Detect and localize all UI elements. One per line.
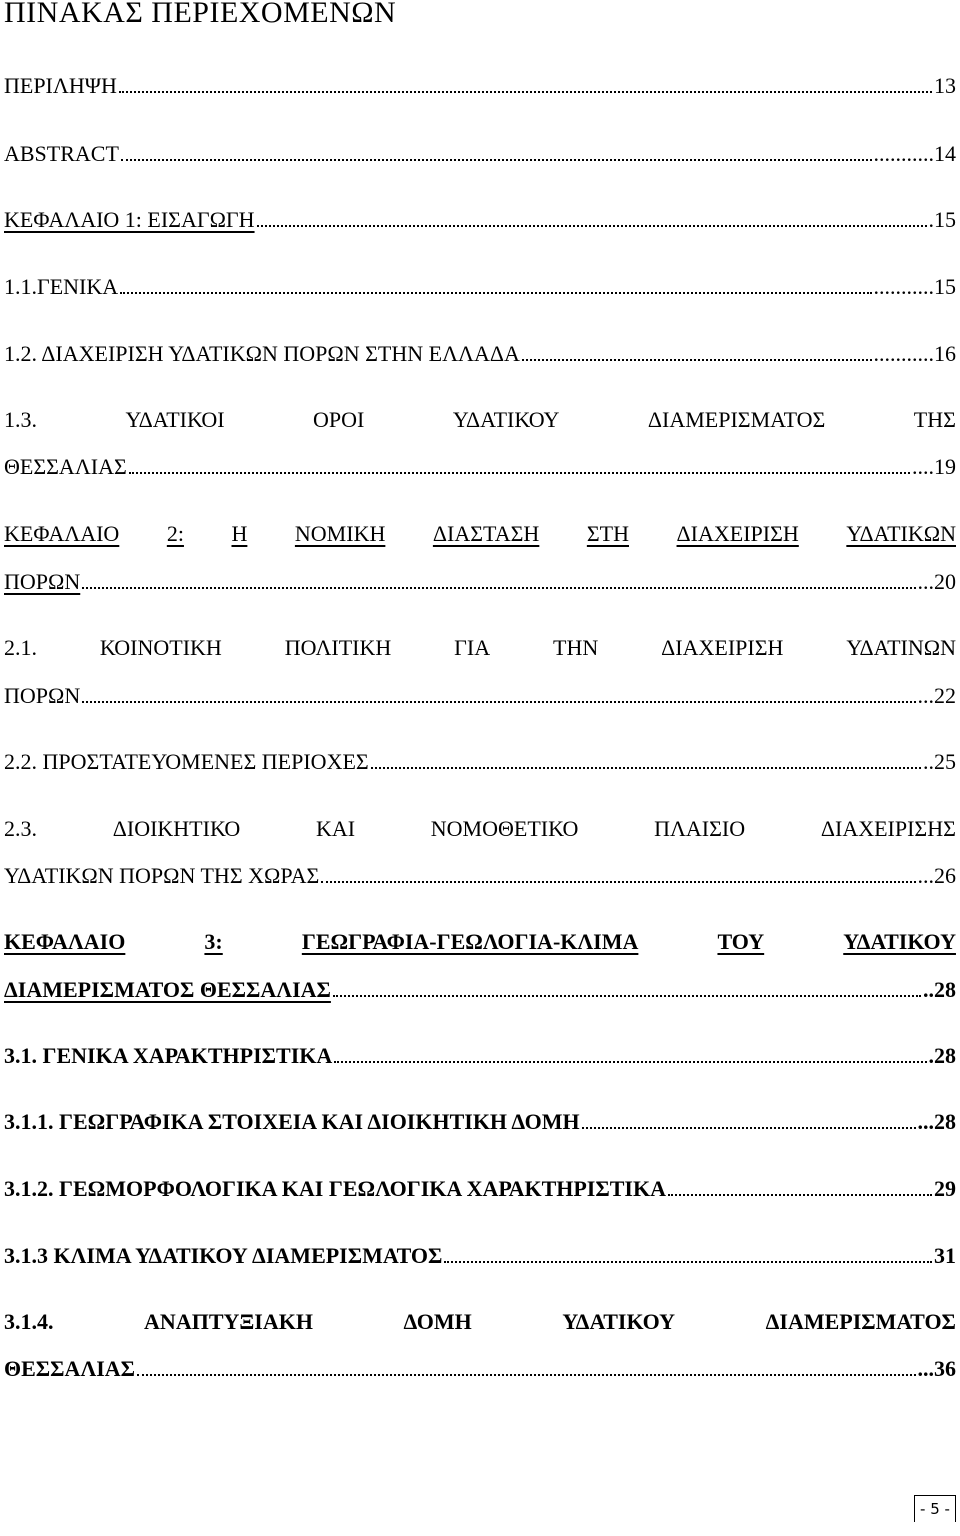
dot-leader (522, 359, 872, 361)
toc-entry[interactable] (4, 273, 956, 301)
toc-word: ΚΟΙΝΟΤΙΚΗ (99, 635, 222, 660)
toc-entry[interactable] (4, 1042, 956, 1070)
toc-entry[interactable] (4, 748, 956, 776)
dot-leader (371, 767, 921, 769)
toc-word: ΔΙΑΧΕΙΡΙΣΗ (676, 521, 799, 546)
toc-word: ΔΙΑΧΕΙΡΙΣΗ (661, 635, 784, 660)
dot-leader (582, 1127, 916, 1129)
toc-entry-page: ..28 (923, 977, 956, 1002)
toc-word: ΓΕΩΓΡΑΦΙΑ-ΓΕΩΛΟΓΙΑ-ΚΛΙΜΑ (301, 929, 639, 954)
toc-word: ΔΙΑΧΕΙΡΙΣΗΣ (820, 816, 956, 841)
toc-word: ΥΔΑΤΙΚΩΝ (846, 521, 956, 546)
dot-leader (121, 159, 872, 161)
toc-word: ΥΔΑΤΙΚΟΙ (125, 407, 225, 432)
dot-leader (119, 91, 932, 93)
toc-word: 2: (166, 521, 184, 546)
toc-entry[interactable] (4, 453, 956, 481)
toc-word: ΠΛΑΙΣΙΟ (654, 816, 746, 841)
toc-word: ΥΔΑΤΙΚΟΥ (562, 1309, 676, 1334)
toc-entry-page: .28 (928, 1043, 956, 1068)
page-number: - 5 - (914, 1495, 956, 1522)
toc-word: 3: (204, 929, 223, 954)
toc-entry[interactable] (4, 568, 956, 596)
toc-entry-label: 3.1.2. ΓΕΩΜΟΡΦΟΛΟΓΙΚΑ ΚΑΙ ΓΕΩΛΟΓΙΚΑ ΧΑΡΑΚΤΗΡΙΣΤΙΚΑ (4, 1176, 666, 1201)
toc-entry[interactable] (4, 1108, 956, 1136)
toc-entry-page: ...........14 (873, 141, 956, 166)
toc-entry-page: ...20 (917, 569, 956, 594)
toc-entry-page: 29 (934, 1176, 956, 1201)
toc-word: ΥΔΑΤΙΝΩΝ (846, 635, 956, 660)
toc-entry-line[interactable] (4, 406, 956, 434)
toc-word: ΝΟΜΟΘΕΤΙΚΟ (430, 816, 579, 841)
toc-entry[interactable] (4, 340, 956, 368)
dot-leader (333, 995, 921, 997)
dot-leader (82, 701, 915, 703)
toc-entry-label: ΔΙΑΜΕΡΙΣΜΑΤΟΣ ΘΕΣΣΑΛΙΑΣ (4, 977, 331, 1002)
toc-entry[interactable] (4, 682, 956, 710)
dot-leader (257, 225, 927, 227)
toc-word: 1.3. (4, 407, 37, 432)
dot-leader (668, 1194, 932, 1196)
toc-entry-line[interactable] (4, 928, 956, 956)
toc-word: ΔΙΟΙΚΗΤΙΚΟ (112, 816, 241, 841)
toc-entry-label: 1.2. ΔΙΑΧΕΙΡΙΣΗ ΥΔΑΤΙΚΩΝ ΠΟΡΩΝ ΣΤΗΝ ΕΛΛΑΔΑ (4, 341, 520, 366)
toc-entry-line[interactable] (4, 815, 956, 843)
toc-entry-label: ABSTRACT (4, 141, 119, 166)
toc-entry-page: 13 (934, 73, 956, 98)
toc-entry[interactable] (4, 1242, 956, 1270)
toc-word: ΤΟΥ (717, 929, 765, 954)
toc-entry-label: 3.1.1. ΓΕΩΓΡΑΦΙΚΑ ΣΤΟΙΧΕΙΑ ΚΑΙ ΔΙΟΙΚΗΤΙΚΗ ΔΟΜΗ (4, 1109, 580, 1134)
toc-word: ΚΑΙ (315, 816, 356, 841)
dot-leader (334, 1061, 926, 1063)
toc-entry-label: ΥΔΑΤΙΚΩΝ ΠΟΡΩΝ ΤΗΣ ΧΩΡΑΣ (4, 863, 320, 888)
toc-word: ΔΙΑΜΕΡΙΣΜΑΤΟΣ (765, 1309, 956, 1334)
toc-entry-page: 31 (934, 1243, 956, 1268)
toc-entry-page: ...22 (917, 683, 956, 708)
toc-word: 3.1.4. (4, 1309, 54, 1334)
toc-entry-page: ....19 (912, 454, 956, 479)
toc-entry-label: ΘΕΣΣΑΛΙΑΣ (4, 454, 127, 479)
dot-leader (444, 1261, 932, 1263)
toc-entry-line[interactable] (4, 634, 956, 662)
toc-word: Η (231, 521, 248, 546)
toc-entry[interactable] (4, 1355, 956, 1383)
toc-word: ΥΔΑΤΙΚΟΥ (843, 929, 956, 954)
dot-leader (120, 292, 871, 294)
toc-word: ΑΝΑΠΤΥΞΙΑΚΗ (144, 1309, 313, 1334)
dot-leader (321, 881, 915, 883)
toc-entry-line[interactable] (4, 1308, 956, 1336)
toc-word: ΟΡΟΙ (313, 407, 365, 432)
toc-entry-line[interactable] (4, 520, 956, 548)
toc-word: 2.1. (4, 635, 37, 660)
toc-entry-page: ...28 (917, 1109, 956, 1134)
toc-entry[interactable] (4, 72, 956, 100)
toc-entry-page: ...........15 (873, 274, 956, 299)
dot-leader (137, 1374, 915, 1376)
toc-entry-label: ΠΟΡΩΝ (4, 683, 81, 708)
toc-entry-label: 1.1.ΓΕΝΙΚΑ (4, 274, 119, 299)
toc-word: ΚΕΦΑΛΑΙΟ (4, 521, 120, 546)
toc-entry-label: ΚΕΦΑΛΑΙΟ 1: ΕΙΣΑΓΩΓΗ (4, 207, 255, 232)
toc-word: ΤΗΣ (913, 407, 956, 432)
toc-entry-page: ..25 (923, 749, 956, 774)
toc-word: ΣΤΗ (586, 521, 629, 546)
toc-word: ΥΔΑΤΙΚΟΥ (452, 407, 560, 432)
dot-leader (82, 587, 915, 589)
toc-entry[interactable] (4, 862, 956, 890)
toc-word: ΚΕΦΑΛΑΙΟ (4, 929, 126, 954)
toc-word: 2.3. (4, 816, 37, 841)
toc-word: ΔΟΜΗ (403, 1309, 472, 1334)
dot-leader (129, 472, 910, 474)
toc-entry[interactable] (4, 1175, 956, 1203)
toc-entry-label: ΠΕΡΙΛΗΨΗ (4, 73, 117, 98)
toc-entry-label: 2.2. ΠΡΟΣΤΑΤΕΥΟΜΕΝΕΣ ΠΕΡΙΟΧΕΣ (4, 749, 369, 774)
toc-entry-label: 3.1.3 ΚΛΙΜΑ ΥΔΑΤΙΚΟΥ ΔΙΑΜΕΡΙΣΜΑΤΟΣ (4, 1243, 443, 1268)
toc-entry[interactable] (4, 140, 956, 168)
toc-entry-page: ...........16 (873, 341, 956, 366)
toc-word: ΤΗΝ (553, 635, 599, 660)
page-title: ΠΙΝΑΚΑΣ ΠΕΡΙΕΧΟΜΕΝΩΝ (4, 0, 397, 29)
toc-word: ΔΙΑΣΤΑΣΗ (432, 521, 540, 546)
toc-word: ΠΟΛΙΤΙΚΗ (284, 635, 392, 660)
toc-entry[interactable] (4, 976, 956, 1004)
toc-word: ΔΙΑΜΕΡΙΣΜΑΤΟΣ (647, 407, 826, 432)
toc-entry-page: ...36 (917, 1356, 956, 1381)
toc-entry-page: .15 (928, 207, 956, 232)
toc-entry-page: ...26 (917, 863, 956, 888)
toc-entry[interactable] (4, 206, 956, 234)
toc-entry-label: 3.1. ΓΕΝΙΚΑ ΧΑΡΑΚΤΗΡΙΣΤΙΚΑ (4, 1043, 333, 1068)
toc-word: ΓΙΑ (454, 635, 491, 660)
toc-entry-label: ΘΕΣΣΑΛΙΑΣ (4, 1356, 136, 1381)
toc-entry-label: ΠΟΡΩΝ (4, 569, 81, 594)
toc-word: ΝΟΜΙΚΗ (294, 521, 386, 546)
